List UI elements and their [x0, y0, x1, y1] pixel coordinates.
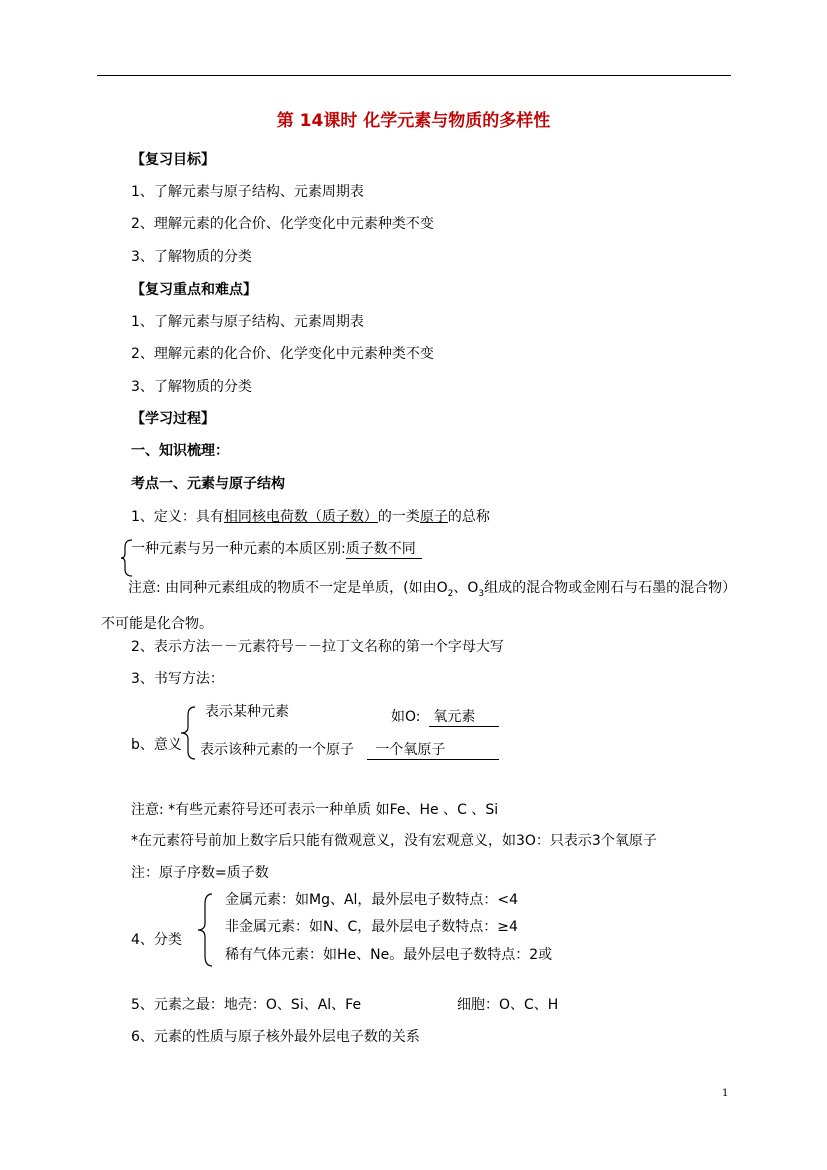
left-brace-icon: [196, 892, 214, 968]
page-number: 1: [722, 1088, 729, 1099]
note-symbol-substance: 注意: *有些元素符号还可表示一种单质 如Fe、He 、C 、Si: [131, 802, 499, 818]
note-number-prefix: *在元素符号前加上数字后只能有微观意义，没有宏观意义，如3O：只表示3个氧原子: [131, 833, 657, 849]
goals-heading: 【复习目标】: [131, 152, 215, 168]
classification-noble-gas: 稀有气体元素：如He、Ne。最外层电子数特点：2或: [225, 947, 553, 963]
representation-line: 2、表示方法－－元素符号－－拉丁文名称的第一个字母大写: [131, 639, 504, 655]
properties-relation-line: 6、元素的性质与原子核外最外层电子数的关系: [131, 1029, 420, 1045]
meaning-example-1-answer: 氧元素: [429, 708, 499, 727]
key-point-item-2: 2、理解元素的化合价、化学变化中元素种类不变: [131, 346, 434, 362]
header-rule: [97, 75, 731, 76]
meaning-line-1: 表示某种元素: [205, 704, 289, 720]
essential-difference-prefix: 一种元素与另一种元素的本质区别:: [131, 541, 346, 557]
essential-difference-line: [131, 540, 422, 559]
note-mid: 、O: [453, 580, 479, 596]
writing-method-line: 3、书写方法：: [131, 671, 224, 687]
goal-item-2: 2、理解元素的化合价、化学变化中元素种类不变: [131, 216, 434, 232]
definition-mid: 的一类: [377, 509, 420, 525]
classification-metal: 金属元素：如Mg、Al，最外层电子数特点：<4: [225, 892, 519, 908]
definition-prefix: 1、定义：具有: [131, 509, 224, 525]
page-title: 第 14课时 化学元素与物质的多样性: [276, 111, 551, 131]
essential-difference-answer: 质子数不同: [346, 540, 422, 559]
meaning-line-2: [200, 741, 499, 760]
meaning-example-2-answer: 一个氧原子: [367, 741, 499, 760]
most-abundant-crust: 5、元素之最：地壳：O、Si、Al、Fe: [131, 997, 362, 1013]
meaning-example-1: [391, 708, 499, 727]
process-heading: 【学习过程】: [131, 411, 215, 427]
key-point-item-1: 1、了解元素与原子结构、元素周期表: [131, 314, 364, 330]
goal-item-3: 3、了解物质的分类: [131, 249, 252, 265]
meaning-example-prefix: 如O:: [391, 709, 421, 725]
note-suffix: 组成的混合物或金刚石与石墨的混合物）不可能是化合物。: [101, 580, 730, 632]
key-points-heading: 【复习重点和难点】: [131, 282, 257, 298]
note-atomic-number: 注：原子序数=质子数: [131, 865, 269, 881]
section-heading: 一、知识梳理：: [131, 443, 229, 459]
definition-blank-1: 相同核电荷数（质子数）: [223, 509, 378, 525]
most-abundant-cell: 细胞：O、C、H: [457, 997, 559, 1013]
meaning-line-2-text: 表示该种元素的一个原子: [200, 742, 354, 758]
note-subscript-2: 3: [478, 588, 485, 599]
topic-heading: 考点一、元素与原子结构: [131, 476, 285, 492]
key-point-item-3: 3、了解物质的分类: [131, 379, 252, 395]
note-prefix: 注意: 由同种元素组成的物质不一定是单质，(如由O: [128, 580, 448, 596]
definition-line: [131, 508, 490, 526]
note-paragraph: [101, 573, 731, 639]
note-subscript-1: 2: [447, 588, 454, 599]
classification-label: 4、分类: [131, 932, 182, 948]
classification-nonmetal: 非金属元素：如N、C，最外层电子数特点：≥4: [225, 919, 518, 935]
definition-blank-2: 原子: [419, 509, 448, 525]
definition-suffix: 的总称: [447, 509, 490, 525]
meaning-label: b、意义: [131, 737, 182, 753]
goal-item-1: 1、了解元素与原子结构、元素周期表: [131, 184, 364, 200]
